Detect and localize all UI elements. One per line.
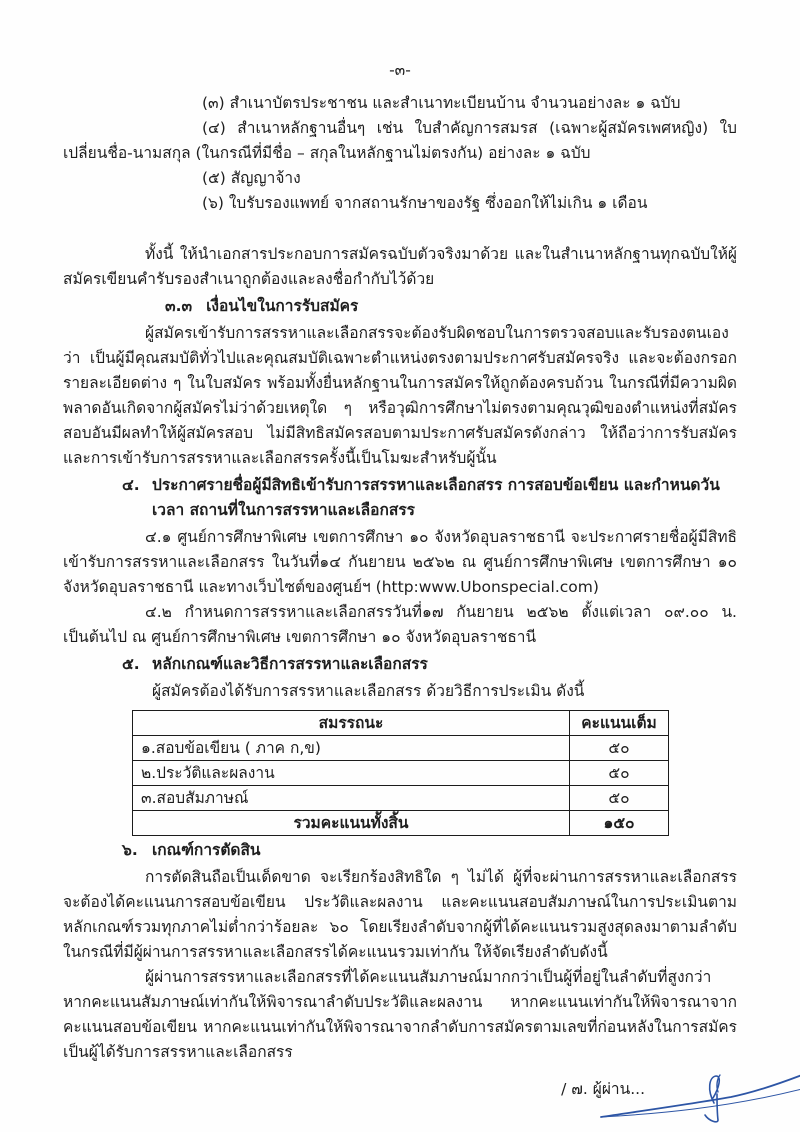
handwritten-signature [596,1070,800,1130]
table-row [133,786,669,811]
section-3-3-title: เงื่อนไขในการรับสมัคร [206,297,359,315]
section-5-heading [63,652,737,677]
list-item: (๕) สัญญาจ้าง [202,169,301,187]
section-5-number: ๕. [122,655,140,673]
table-row [133,761,669,786]
section-6-title: เกณฑ์การตัดสิน [152,841,261,859]
clause-4-2: ๔.๒ กำหนดการสรรหาและเลือกสรรวันที่๑๗ กันยายน ๒๕๖๒ ตั้งแต่เวลา ๐๙.๐๐ น. เป็นต้นไป ณ ศูนย์การศึกษาพิเศษ เขตการศึกษา ๑๐ จังหวัดอุบลราชธานี [63,603,737,646]
section-4-title-line2: เวลา สถานที่ในการสรรหาและเลือกสรร [152,501,415,519]
total-label: รวมคะแนนทั้งสิ้น [133,811,570,836]
section-6-paragraph2: ผู้ผ่านการสรรหาและเลือกสรรที่ได้คะแนนสัมภาษณ์มากกว่าเป็นผู้ที่อยู่ในลำดับที่สูงกว่า หากคะแนนสัมภาษณ์เท่ากันให้พิจารณาลำดับประวัติและผลงาน หากคะแนนเท่ากันให้พิจารณาจากคะแนนสอบข้อเขียน หากคะแนนเท่ากันให้พิจารณาจากลำดับการสมัครตามเลขที่ก่อนหลังในการสมัครเป็นผู้ได้รับการสรรหาและเลือกสรร [63,968,737,1061]
table-total-row [133,811,669,836]
table-row [133,736,669,761]
clause-4-1: ๔.๑ ศูนย์การศึกษาพิเศษ เขตการศึกษา ๑๐ จังหวัดอุบลราชธานี จะประกาศรายชื่อผู้มีสิทธิเข้ารับการสรรหาและเลือกสรร ในวันที่๑๔ กันยายน ๒๕๖๒ ณ ศูนย์การศึกษาพิเศษ เขตการศึกษา ๑๐ จังหวัดอุบลราชธานี และทางเว็บไซต์ของศูนย์ฯ (http:www.Ubonspecial.com) [63,528,737,596]
continuation-note: / ๗. ผู้ผ่าน... [561,1080,645,1098]
section-3-3-number: ๓.๓ [165,297,193,315]
list-item: (๓) สำเนาบัตรประชาชน และสำเนาทะเบียนบ้าน จำนวนอย่างละ ๑ ฉบับ [202,94,681,112]
section-6-paragraph1: การตัดสินถือเป็นเด็ดขาด จะเรียกร้องสิทธิใด ๆ ไม่ได้ ผู้ที่จะผ่านการสรรหาและเลือกสรร จะต้องได้คะแนนการสอบข้อเขียน ประวัติและผลงาน และคะแนนสอบสัมภาษณ์ในการประเมินตามหลักเกณฑ์รวมทุกภาคไม่ต่ำกว่าร้อยละ ๖๐ โดยเรียงลำดับจากผู้ที่ได้คะแนนรวมสูงสุดลงมาตามลำดับ ในกรณีที่มีผู้ผ่านการสรรหาและเลือกสรรได้คะแนนรวมเท่ากัน ให้จัดเรียงลำดับดังนี้ [63,868,737,961]
section-4-heading [63,473,737,523]
score-table [132,710,669,836]
section-5-intro: ผู้สมัครต้องได้รับการสรรหาและเลือกสรร ด้วยวิธีการประเมิน ดังนี้ [152,682,585,700]
row-label: ๒.ประวัติและผลงาน [133,761,570,786]
column-header-max-score: คะแนนเต็ม [570,711,669,736]
note-paragraph: ทั้งนี้ ให้นำเอกสารประกอบการสมัครฉบับตัวจริงมาด้วย และในสำเนาหลักฐานทุกฉบับให้ผู้สมัครเขียนคำรับรองสำเนาถูกต้องและลงชื่อกำกับไว้ด้วย [63,245,737,288]
attachment-list [63,91,737,216]
row-score: ๕๐ [570,736,669,761]
table-header-row [133,711,669,736]
section-3-3-heading [165,294,737,319]
column-header-competency: สมรรถนะ [133,711,570,736]
section-6-heading [63,838,737,863]
total-value: ๑๕๐ [570,811,669,836]
row-score: ๕๐ [570,761,669,786]
row-score: ๕๐ [570,786,669,811]
section-4-title-line1: ประกาศรายชื่อผู้มีสิทธิเข้ารับการสรรหาและเลือกสรร การสอบข้อเขียน และกำหนดวัน [152,476,720,494]
list-item: (๖) ใบรับรองแพทย์ จากสถานรักษาของรัฐ ซึ่งออกให้ไม่เกิน ๑ เดือน [202,194,648,212]
document-content [63,0,737,1102]
section-3-3-body: ผู้สมัครเข้ารับการสรรหาและเลือกสรรจะต้องรับผิดชอบในการตรวจสอบและรับรองตนเองว่า เป็นผู้มีคุณสมบัติทั่วไปและคุณสมบัติเฉพาะตำแหน่งตรงตามประกาศรับสมัครจริง และจะต้องกรอกรายละเอียดต่าง ๆ ในใบสมัคร พร้อมทั้งยื่นหลักฐานในการสมัครให้ถูกต้องครบถ้วน ในกรณีที่มีความผิดพลาดอันเกิดจากผู้สมัครไม่ว่าด้วยเหตุใด ๆ หรือวุฒิการศึกษาไม่ตรงตามคุณวุฒิของตำแหน่งที่สมัครสอบอันมีผลทำให้ผู้สมัครสอบ ไม่มีสิทธิสมัครสอบตามประกาศรับสมัครดังกล่าว ให้ถือว่าการรับสมัครและการเข้ารับการสรรหาและเลือกสรรครั้งนี้เป็นโมฆะสำหรับผู้นั้น [63,324,737,467]
section-4-number: ๔. [122,476,140,494]
list-item: (๔) สำเนาหลักฐานอื่นๆ เช่น ใบสำคัญการสมรส (เฉพาะผู้สมัครเพศหญิง) ใบเปลี่ยนชื่อ-นามสกุล (ในกรณีที่มีชื่อ – สกุลในหลักฐานไม่ตรงกัน) อย่างละ ๑ ฉบับ [63,119,737,162]
row-label: ๑.สอบข้อเขียน ( ภาค ก,ข) [133,736,570,761]
section-6-number: ๖. [122,841,138,859]
section-5-title: หลักเกณฑ์และวิธีการสรรหาและเลือกสรร [152,655,428,673]
row-label: ๓.สอบสัมภาษณ์ [133,786,570,811]
page-number: -๓- [389,61,411,79]
